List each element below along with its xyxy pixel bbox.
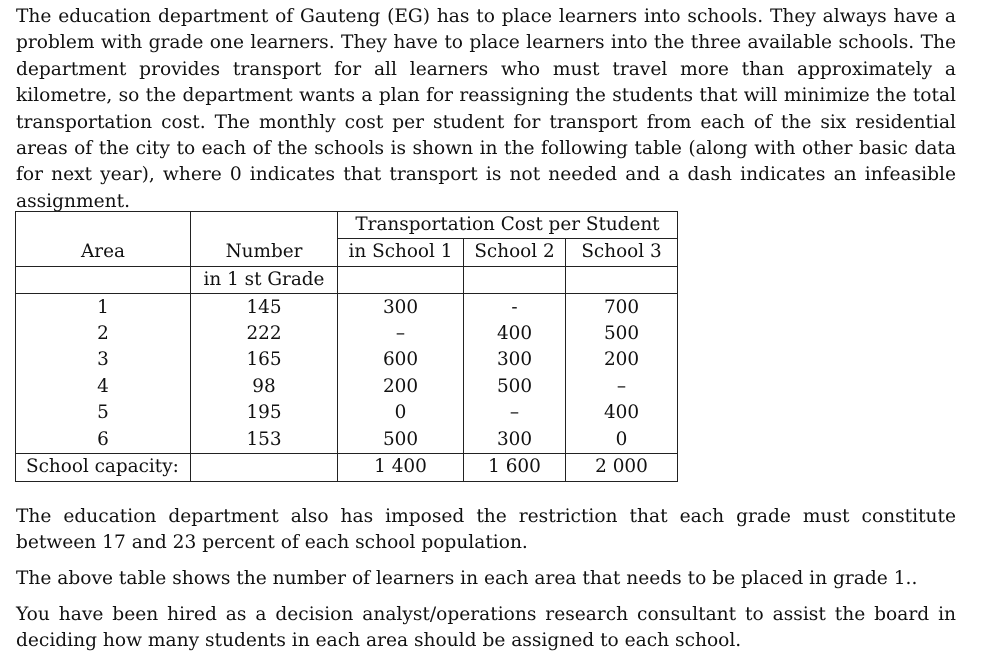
school1-cost: 500 <box>382 428 419 450</box>
area-column <box>16 294 191 454</box>
capacity-school2: 1 600 <box>464 454 566 481</box>
school1-cost: 300 <box>382 296 419 318</box>
area-value: 2 <box>97 322 109 344</box>
school1-cost: 600 <box>382 349 419 371</box>
intro-paragraph: The education department of Gauteng (EG) has to place learners into schools. They always have a problem with grade one learners. They have to place learners into the three available schools. The department provides transport for all learners who must travel more than approximately a kilometre, so the department wants a plan for reassigning the students that will minimize the total transportation cost. The monthly cost per student for transport from each of the six residential areas of the city to each of the schools is shown in the following table (along with other basic data for next year), where 0 indicates that transport is not needed and a dash indicates an infeasible assignment. <box>16 6 956 212</box>
school3-cost: 500 <box>603 322 640 344</box>
capacity-number-empty <box>191 454 338 481</box>
school2-cost: 400 <box>496 322 533 344</box>
school2-cost: - <box>511 296 518 318</box>
school2-column <box>464 294 566 454</box>
number-value: 98 <box>252 375 276 397</box>
table-note-paragraph: The above table shows the number of learners in each area that needs to be placed in grade 1.. <box>16 568 918 589</box>
school3-cost: 200 <box>603 349 640 371</box>
school3-cost: 700 <box>603 296 640 318</box>
number-header-top-cell <box>191 212 338 239</box>
school3-cost: – <box>616 375 627 397</box>
school1-cost: – <box>395 322 406 344</box>
school3-header-spacer <box>566 266 678 293</box>
school2-cost: 500 <box>496 375 533 397</box>
school1-column <box>338 294 464 454</box>
area-value: 4 <box>97 375 109 397</box>
area-header-spacer <box>16 266 191 293</box>
transport-cost-table <box>15 211 678 482</box>
school3-column <box>566 294 678 454</box>
school2-header: School 2 <box>464 239 566 266</box>
restriction-paragraph: The education department also has imposed the restriction that each grade must constitute between 17 and 23 percent of each school population. <box>16 506 956 554</box>
hired-paragraph: You have been hired as a decision analyst/operations research consultant to assist the board in deciding how many students in each area should be assigned to each school. <box>16 604 956 652</box>
school1-cost: 200 <box>382 375 419 397</box>
school2-header-spacer <box>464 266 566 293</box>
school2-cost: 300 <box>496 349 533 371</box>
number-value: 195 <box>246 402 282 424</box>
school3-cost: 0 <box>615 428 628 450</box>
capacity-school1: 1 400 <box>338 454 464 481</box>
area-header-top-cell <box>16 212 191 239</box>
capacity-school3: 2 000 <box>566 454 678 481</box>
group-header: Transportation Cost per Student <box>338 212 678 239</box>
school1-cost: 0 <box>394 402 407 424</box>
area-value: 6 <box>97 428 109 450</box>
school2-cost: – <box>509 402 520 424</box>
number-value: 222 <box>246 322 282 344</box>
number-value: 153 <box>246 428 282 450</box>
capacity-label: School capacity: <box>16 454 191 481</box>
area-value: 5 <box>97 402 109 424</box>
number-column <box>191 294 338 454</box>
number-header-line2: in 1 st Grade <box>191 266 338 293</box>
school2-cost: 300 <box>496 428 533 450</box>
area-value: 1 <box>97 296 109 318</box>
school3-cost: 400 <box>603 402 640 424</box>
school1-header: in School 1 <box>338 239 464 266</box>
school1-header-spacer <box>338 266 464 293</box>
area-header: Area <box>16 239 191 266</box>
number-header: Number <box>191 239 338 266</box>
area-value: 3 <box>97 349 109 371</box>
number-value: 145 <box>246 296 282 318</box>
number-value: 165 <box>246 349 282 371</box>
school3-header: School 3 <box>566 239 678 266</box>
